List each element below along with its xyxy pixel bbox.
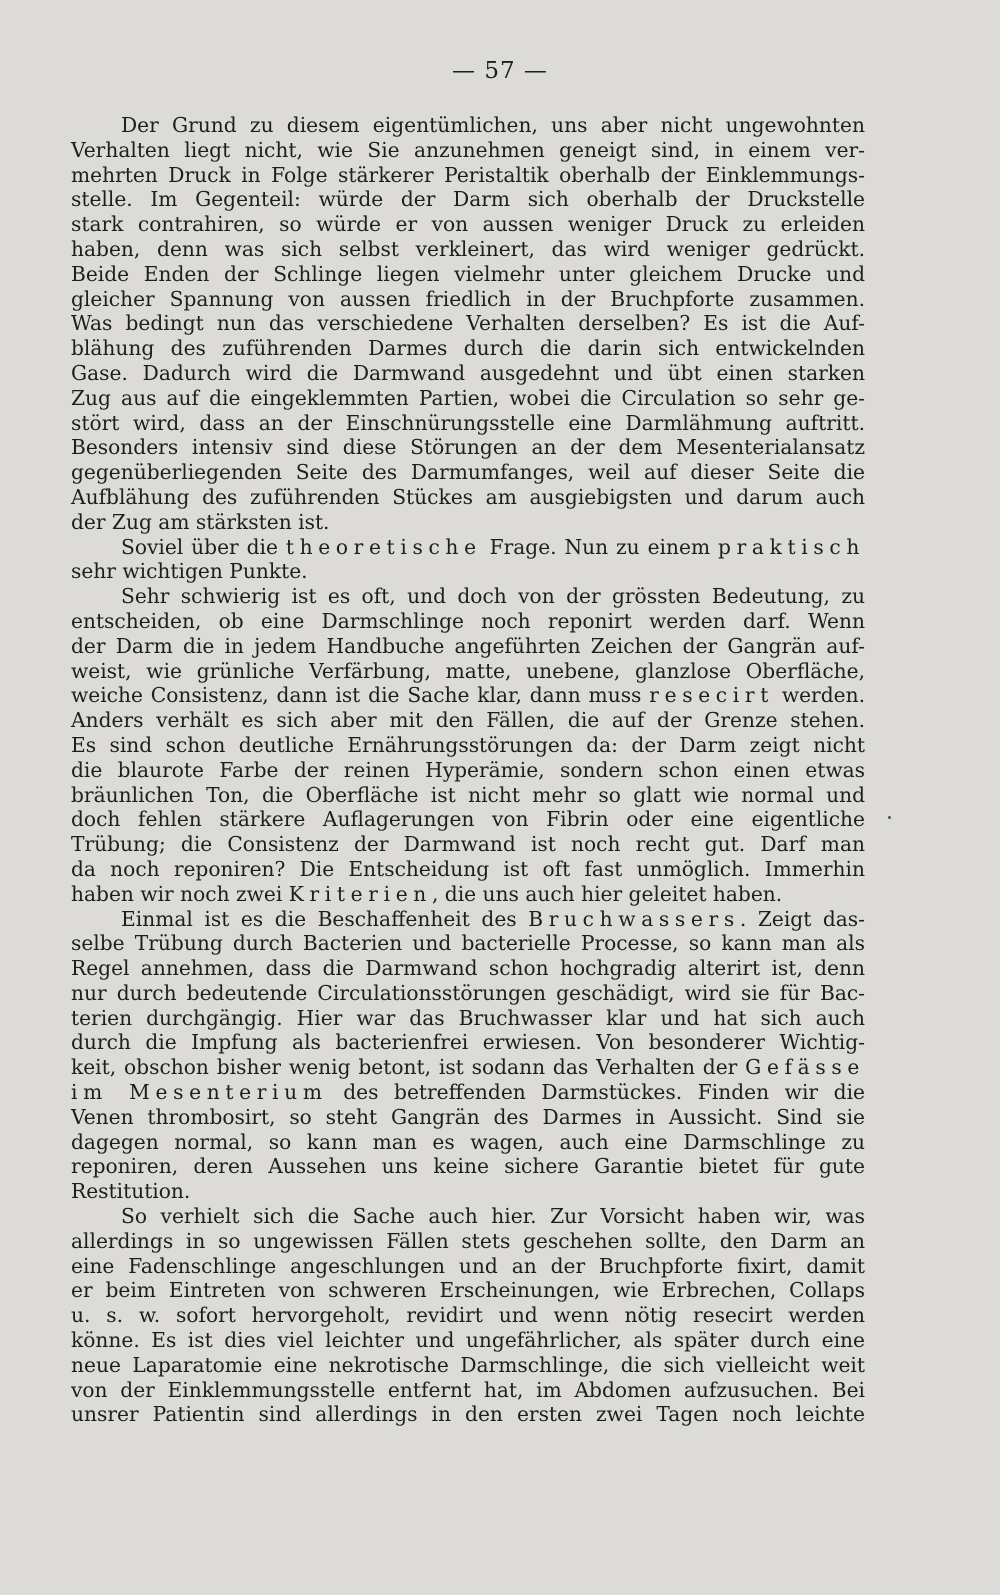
text-line: reponiren, deren Aussehen uns keine sichere Garantie bietet für gute xyxy=(71,1154,865,1179)
text-line xyxy=(71,535,865,560)
text-line: Beide Enden der Schlinge liegen vielmehr unter gleichem Drucke und xyxy=(71,261,865,286)
text-line: So verhielt sich die Sache auch hier. Zur Vorsicht haben wir, was xyxy=(121,1204,865,1229)
text-segment: des betreffenden Darmstückes. Finden wir die xyxy=(327,1080,865,1105)
text-line: Regel annehmen, dass die Darmwand schon hochgradig alterirt ist, denn xyxy=(71,956,865,981)
text-line: Venen thrombosirt, so steht Gangrän des Darmes in Aussicht. Sind sie xyxy=(71,1104,865,1129)
text-line: Es sind schon deutliche Ernährungsstörungen da: der Darm zeigt nicht xyxy=(71,732,865,757)
body-text xyxy=(71,113,865,1427)
emphasis-spaced-text: theoretische xyxy=(285,534,482,559)
text-segment: Frage. Nun zu einem xyxy=(481,534,718,559)
text-line: könne. Es ist dies viel leichter und ungefährlicher, als später durch eine xyxy=(71,1328,865,1353)
text-line: er beim Eintreten von schweren Erscheinungen, wie Erbrechen, Collaps xyxy=(71,1278,865,1303)
text-line: Sehr schwierig ist es oft, und doch von der grössten Bedeutung, zu xyxy=(121,584,865,609)
text-line xyxy=(71,683,865,708)
text-line: nur durch bedeutende Circulationsstörungen geschädigt, wird sie für Bac- xyxy=(71,980,865,1005)
text-line: haben, denn was sich selbst verkleinert, das wird weniger gedrückt. xyxy=(71,236,865,261)
text-line: dagegen normal, so kann man es wagen, auch eine Darmschlinge zu xyxy=(71,1129,865,1154)
text-line: terien durchgängig. Hier war das Bruchwasser klar und hat sich auch xyxy=(71,1005,865,1030)
text-line: die blaurote Farbe der reinen Hyperämie, sondern schon einen etwas xyxy=(71,757,865,782)
text-segment: , die uns auch hier geleitet haben. xyxy=(431,881,783,906)
text-line xyxy=(71,882,865,907)
text-line xyxy=(71,1080,865,1105)
text-line: Anders verhält es sich aber mit den Fällen, die auf der Grenze stehen. xyxy=(71,708,865,733)
text-line: von der Einklemmungsstelle entfernt hat, im Abdomen aufzusuchen. Bei xyxy=(71,1377,865,1402)
emphasis-spaced-text: praktisch xyxy=(718,534,865,559)
text-line: unsrer Patientin sind allerdings in den ersten zwei Tagen noch leichte xyxy=(71,1402,865,1427)
text-line: allerdings in so ungewissen Fällen stets geschehen sollte, den Darm an xyxy=(71,1228,865,1253)
text-segment: werden. xyxy=(773,683,865,708)
text-segment: Einmal ist es die Beschaffenheit des xyxy=(121,906,529,931)
text-line: stört wird, dass an der Einschnürungsstelle eine Darmlähmung auftritt. xyxy=(71,410,865,435)
emphasis-spaced-text: Bruchwassers xyxy=(528,906,740,931)
text-line: selbe Trübung durch Bacterien und bacterielle Processe, so kann man als xyxy=(71,931,865,956)
page-number: — 57 — xyxy=(452,58,548,84)
print-speck xyxy=(888,816,891,819)
text-line: der Darm die in jedem Handbuche angeführten Zeichen der Gangrän auf- xyxy=(71,633,865,658)
text-line: Was bedingt nun das verschiedene Verhalten derselben? Es ist die Auf- xyxy=(71,311,865,336)
text-line: blähung des zuführenden Darmes durch die darin sich entwickelnden xyxy=(71,336,865,361)
text-line: Zug aus auf die eingeklemmten Partien, wobei die Circulation so sehr ge- xyxy=(71,385,865,410)
text-line: doch fehlen stärkere Auflagerungen von Fibrin oder eine eigentliche xyxy=(71,807,865,832)
emphasis-spaced-text: im Mesenterium xyxy=(71,1080,328,1105)
text-line: mehrten Druck in Folge stärkerer Peristaltik oberhalb der Einklemmungs- xyxy=(71,162,865,187)
text-line: gleicher Spannung von aussen friedlich in der Bruchpforte zusammen. xyxy=(71,286,865,311)
text-line: Trübung; die Consistenz der Darmwand ist noch recht gut. Darf man xyxy=(71,832,865,857)
text-line: u. s. w. sofort hervorgeholt, revidirt und wenn nötig resecirt werden xyxy=(71,1303,865,1328)
text-line: stelle. Im Gegenteil: würde der Darm sich oberhalb der Druckstelle xyxy=(71,187,865,212)
text-line: neue Laparatomie eine nekrotische Darmschlinge, die sich vielleicht weit xyxy=(71,1352,865,1377)
text-segment: . Zeigt das- xyxy=(739,906,865,931)
text-line: Restitution. xyxy=(71,1179,191,1204)
text-line: eine Fadenschlinge angeschlungen und an der Bruchpforte fixirt, damit xyxy=(71,1253,865,1278)
text-line: sehr wichtigen Punkte. xyxy=(71,559,308,584)
text-line: durch die Impfung als bacterienfrei erwiesen. Von besonderer Wichtig- xyxy=(71,1030,865,1055)
text-line: der Zug am stärksten ist. xyxy=(71,509,330,534)
text-line: weist, wie grünliche Verfärbung, matte, unebene, glanzlose Oberfläche, xyxy=(71,658,865,683)
text-segment: Soviel über die xyxy=(121,534,286,559)
text-line xyxy=(71,1055,865,1080)
text-line: Verhalten liegt nicht, wie Sie anzunehmen geneigt sind, in einem ver- xyxy=(71,137,865,162)
text-line: bräunlichen Ton, die Oberfläche ist nicht mehr so glatt wie normal und xyxy=(71,782,865,807)
text-segment: weiche Consistenz, dann ist die Sache klar, dann muss xyxy=(71,683,650,708)
text-line: da noch reponiren? Die Entscheidung ist oft fast unmöglich. Immerhin xyxy=(71,856,865,881)
text-line: gegenüberliegenden Seite des Darmumfanges, weil auf dieser Seite die xyxy=(71,460,865,485)
text-line: Gase. Dadurch wird die Darmwand ausgedehnt und übt einen starken xyxy=(71,360,865,385)
text-line: stark contrahiren, so würde er von aussen weniger Druck zu erleiden xyxy=(71,212,865,237)
emphasis-spaced-text: Kriterien xyxy=(288,881,432,906)
text-line: Besonders intensiv sind diese Störungen an der dem Mesenterialansatz xyxy=(71,435,865,460)
emphasis-spaced-text: resecirt xyxy=(649,683,774,708)
text-line: Aufblähung des zuführenden Stückes am ausgiebigsten und darum auch xyxy=(71,484,865,509)
text-line xyxy=(71,907,865,932)
text-segment: keit, obschon bisher wenig betont, ist sodann das Verhalten der xyxy=(71,1055,746,1080)
emphasis-spaced-text: Gefässe xyxy=(745,1055,865,1080)
text-line: entscheiden, ob eine Darmschlinge noch reponirt werden darf. Wenn xyxy=(71,608,865,633)
text-line: Der Grund zu diesem eigentümlichen, uns aber nicht ungewohnten xyxy=(121,113,865,137)
text-segment: haben wir noch zwei xyxy=(71,881,289,906)
